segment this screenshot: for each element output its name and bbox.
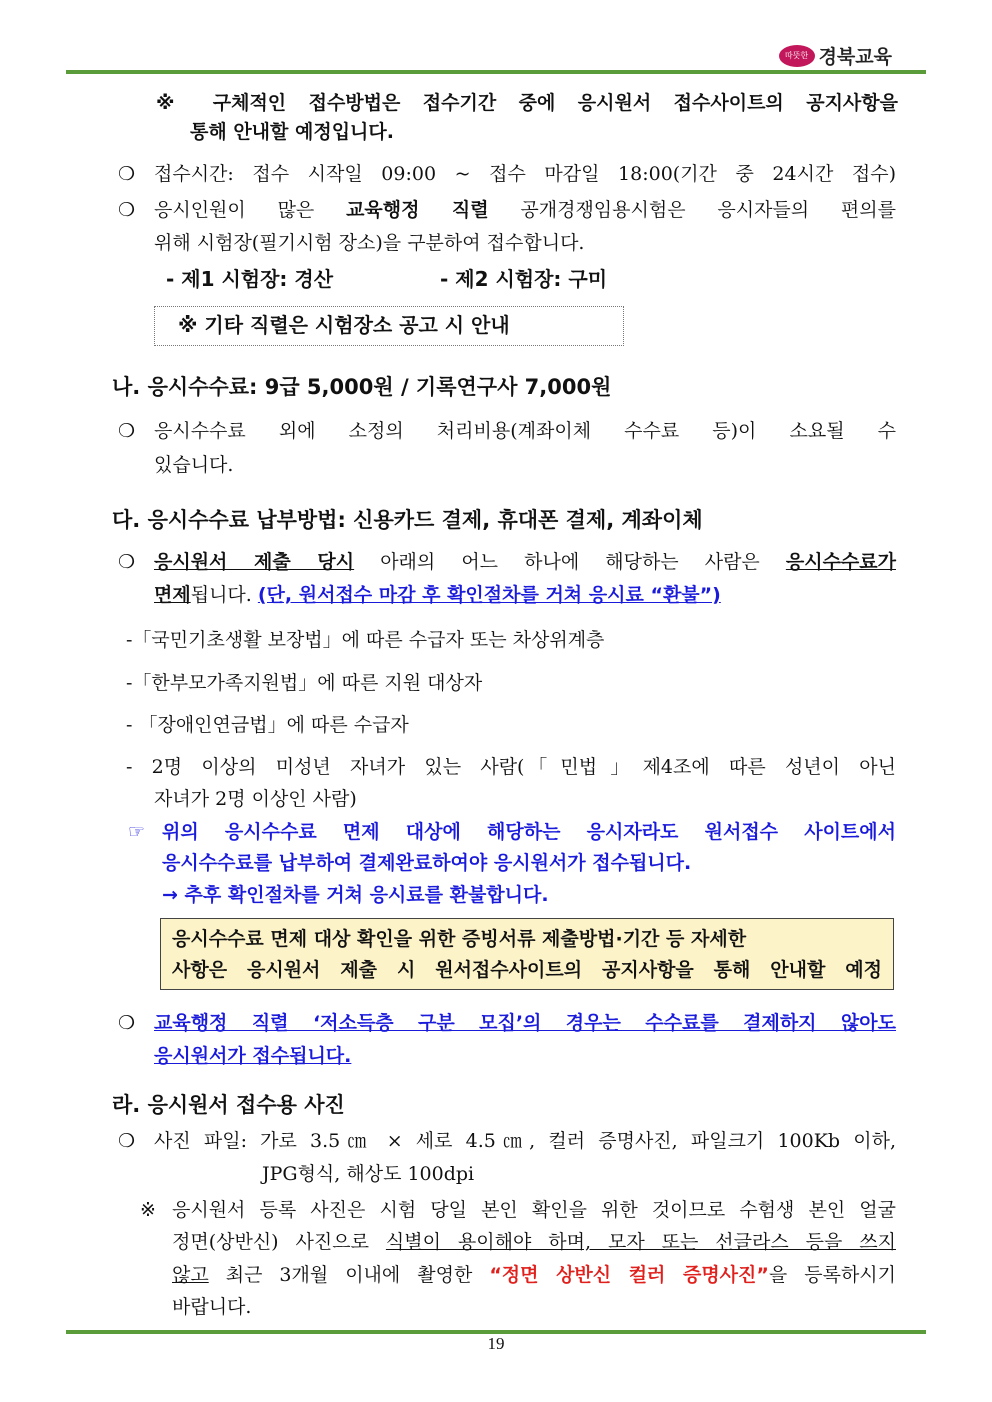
section-ra-heading: 라. 응시원서 접수용 사진 bbox=[112, 1093, 345, 1117]
fee-note-line2: 있습니다. bbox=[154, 454, 234, 476]
low-income-line2: 응시원서가 접수됩니다. bbox=[154, 1045, 352, 1067]
photo-spec-line1: 사진 파일: 가로 3.5㎝ × 세로 4.5㎝, 컬러 증명사진, 파일크기 100Kb 이하, bbox=[154, 1130, 896, 1152]
photo-note-line1: 응시원서 등록 사진은 시험 당일 본인 확인을 위한 것이므로 수험생 본인 얼굴 bbox=[172, 1199, 896, 1221]
photo-note-line2: 정면(상반신) 사진으로 식별이 용이해야 하며, 모자 또는 선글라스 등을 쓰지 bbox=[172, 1231, 896, 1253]
evidence-line2: 사항은 응시원서 제출 시 원서접수사이트의 공지사항을 통해 안내할 예정 bbox=[172, 959, 882, 981]
venue-note: ※ 기타 직렬은 시험장소 공고 시 안내 bbox=[178, 313, 510, 337]
reception-time: 접수시간: 접수 시작일 09:00 ~ 접수 마감일 18:00(기간 중 24시간 접수) bbox=[154, 163, 896, 185]
notice-line2: 응시수수료를 납부하여 결제완료하여야 응시원서가 접수됩니다. bbox=[162, 852, 692, 874]
reference-mark: ※ bbox=[140, 1199, 156, 1221]
top-note-line1: ※ 구체적인 접수방법은 접수기간 중에 응시원서 접수사이트의 공지사항을 bbox=[156, 92, 898, 114]
logo-mark: 따뜻한 bbox=[779, 45, 815, 67]
exempt-item: - 2명 이상의 미성년 자녀가 있는 사람(「민법」제4조에 따른 성년이 아닌 bbox=[126, 756, 896, 778]
exempt-item: -「한부모가족지원법」에 따른 지원 대상자 bbox=[126, 672, 483, 694]
low-income-line1: 교육행정 직렬 ‘저소득층 구분 모집’의 경우는 수수료를 결제하지 않아도 bbox=[154, 1012, 896, 1034]
evidence-line1: 응시수수료 면제 대상 확인을 위한 증빙서류 제출방법·기간 등 자세한 bbox=[172, 928, 747, 950]
photo-note-line4: 바랍니다. bbox=[172, 1296, 252, 1318]
bullet-icon: ❍ bbox=[118, 1012, 136, 1034]
pointing-hand-icon: ☞ bbox=[128, 821, 146, 843]
exempt-item-cont: 자녀가 2명 이상인 사람) bbox=[154, 788, 357, 810]
section-na-heading: 나. 응시수수료: 9급 5,000원 / 기록연구사 7,000원 bbox=[112, 375, 612, 399]
site-1: - 제1 시험장: 경산 bbox=[166, 267, 334, 291]
notice-line1: 위의 응시수수료 면제 대상에 해당하는 응시자라도 원서접수 사이트에서 bbox=[162, 821, 896, 843]
exemption-line2: 면제됩니다. (단, 원서접수 마감 후 확인절차를 거쳐 응시료 “환불”) bbox=[154, 584, 721, 606]
venue-line1: 응시인원이 많은 교육행정 직렬 공개경쟁임용시험은 응시자들의 편의를 bbox=[154, 199, 896, 221]
bullet-icon: ❍ bbox=[118, 199, 136, 221]
header-logo bbox=[779, 42, 892, 69]
photo-spec-line2: JPG형식, 해상도 100dpi bbox=[262, 1163, 475, 1185]
header-rule bbox=[66, 70, 926, 74]
top-note-line2: 통해 안내할 예정입니다. bbox=[190, 121, 394, 143]
section-da-heading: 다. 응시수수료 납부방법: 신용카드 결제, 휴대폰 결제, 계좌이체 bbox=[112, 508, 703, 532]
exemption-line1: 응시원서 제출 당시 아래의 어느 하나에 해당하는 사람은 응시수수료가 bbox=[154, 551, 896, 573]
venue-line2: 위해 시험장(필기시험 장소)을 구분하여 접수합니다. bbox=[154, 232, 585, 254]
site-2: - 제2 시험장: 구미 bbox=[440, 267, 608, 291]
page-number: 19 bbox=[487, 1334, 505, 1353]
logo-text: 경북교육 bbox=[818, 46, 892, 68]
bullet-icon: ❍ bbox=[118, 420, 136, 442]
fee-note-line1: 응시수수료 외에 소정의 처리비용(계좌이체 수수료 등)이 소요될 수 bbox=[154, 420, 896, 442]
bullet-icon: ❍ bbox=[118, 163, 136, 185]
exempt-item: -「국민기초생활 보장법」에 따른 수급자 또는 차상위계층 bbox=[126, 629, 605, 651]
bullet-icon: ❍ bbox=[118, 551, 136, 573]
photo-note-line3: 않고 최근 3개월 이내에 촬영한 “정면 상반신 컬러 증명사진”을 등록하시기 bbox=[172, 1264, 897, 1286]
bullet-icon: ❍ bbox=[118, 1130, 136, 1152]
exempt-item: - 「장애인연금법」에 따른 수급자 bbox=[126, 714, 409, 736]
notice-line3: → 추후 확인절차를 거쳐 응시료를 환불합니다. bbox=[162, 884, 549, 906]
